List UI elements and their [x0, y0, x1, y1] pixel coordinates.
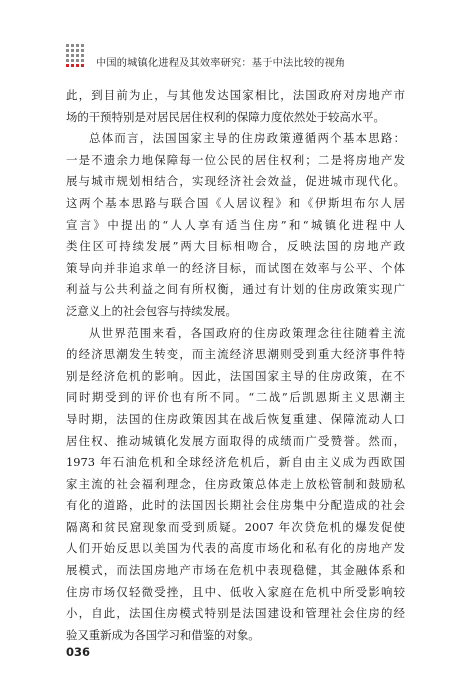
text-line: 利益与公共利益之间有所权衡，通过有计划的住房政策实现广	[66, 282, 405, 297]
text-line: 小，自此，法国住房模式特别是法国建设和管理社会住房的经	[66, 606, 405, 621]
text-line: 此，到目前为止，与其他发达国家相比，法国政府对房地产市	[66, 88, 405, 102]
text-line: 验又重新成为各国学习和借鉴的对象。	[66, 627, 260, 642]
text-line: 这两个基本思路与联合国《人居议程》和《伊斯坦布尔人居	[66, 195, 405, 210]
running-header	[66, 44, 426, 74]
text-line: 住房市场仅轻微受挫，且中、低收入家庭在危机中所受影响较	[66, 584, 405, 599]
text-line: 一是不遗余力地保障每一位公民的居住权利；二是将房地产发	[66, 152, 405, 167]
text-line: 1973 年石油危机和全球经济危机后，新自由主义成为西欧国	[66, 455, 405, 470]
page-number: 036	[66, 645, 91, 659]
text-line: 居住权、推动城镇化发展方面取得的成绩而广受赞誉。然而，	[66, 433, 405, 448]
text-line: 从世界范围来看，各国政府的住房政策理念往往随着主流	[89, 325, 405, 340]
text-line: 的经济思潮发生转变，而主流经济思潮则受到重大经济事件特	[66, 347, 405, 362]
dot-grid-icon	[66, 44, 90, 70]
paragraph	[66, 128, 405, 322]
text-line: 宣言》中提出的“人人享有适当住房”和“城镇化进程中人	[66, 217, 405, 232]
body-text	[66, 85, 405, 646]
text-line: 类住区可持续发展”两大目标相吻合，反映法国的房地产政	[66, 239, 405, 254]
text-line: 展模式，而法国房地产市场在危机中表现稳健，其金融体系和	[66, 563, 405, 578]
text-line: 有化的道路，此时的法国因长期社会住房集中分配造成的社会	[66, 498, 405, 513]
text-line: 展与城市规划相结合，实现经济社会效益，促进城市现代化。	[66, 174, 405, 189]
text-line: 策导向并非追求单一的经济目标，而试图在效率与公平、个体	[66, 260, 405, 275]
paragraph	[66, 85, 405, 128]
text-line: 导时期，法国的住房政策因其在战后恢复重建、保障流动人口	[66, 411, 405, 426]
text-line: 别是经济危机的影响。因此，法国国家主导的住房政策，在不	[66, 368, 405, 383]
text-line: 家主流的社会福利理念，住房政策总体走上放松管制和鼓励私	[66, 476, 405, 491]
running-header-title: 中国的城镇化进程及其效率研究：基于中法比较的视角	[96, 58, 346, 69]
text-line: 人们开始反思以美国为代表的高度市场化和私有化的房地产发	[66, 541, 405, 556]
paragraph	[66, 323, 405, 647]
text-line: 隔离和贫民窟现象而受到质疑。2007 年次贷危机的爆发促使	[66, 519, 405, 534]
text-line: 总体而言，法国国家主导的住房政策遵循两个基本思路：	[89, 131, 405, 146]
text-line: 场的干预特别是对居民居住权利的保障力度依然处于较高水平。	[66, 109, 385, 124]
text-line: 泛意义上的社会包容与持续发展。	[66, 303, 237, 318]
text-line: 同时期受到的评价也有所不同。“二战”后凯恩斯主义思潮主	[66, 390, 405, 405]
